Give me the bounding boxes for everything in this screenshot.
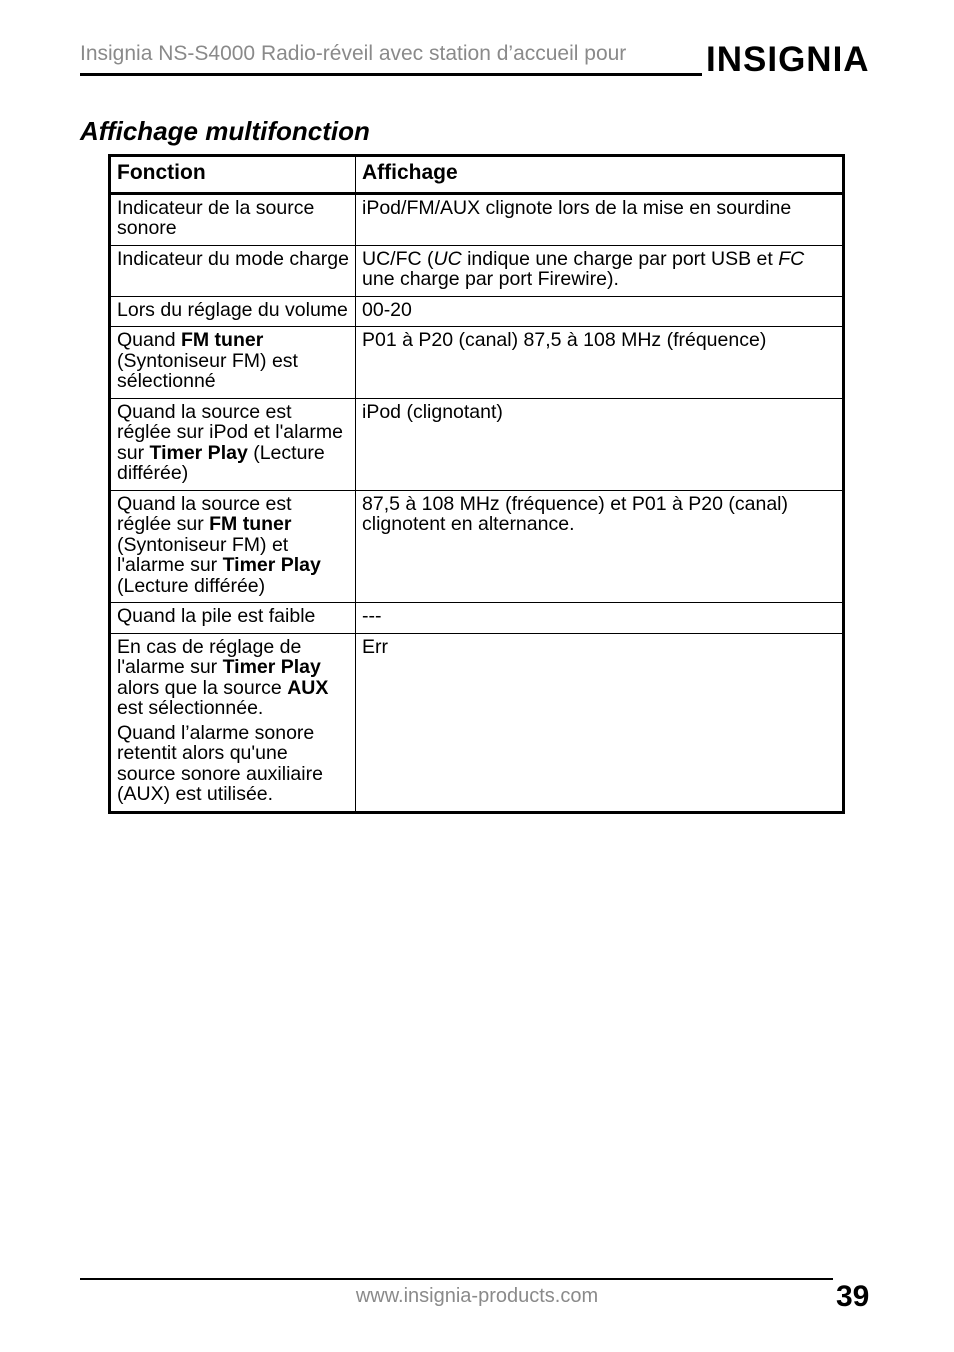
table-row xyxy=(110,398,844,490)
table-row xyxy=(110,245,844,296)
column-header-display: Affichage xyxy=(356,156,844,194)
table-row xyxy=(110,296,844,327)
bold-text: Timer Play xyxy=(149,441,248,464)
cell-paragraph xyxy=(117,330,350,392)
cell-paragraph xyxy=(117,494,350,597)
cell-function xyxy=(110,603,356,634)
text-run: Indicateur de la source sonore xyxy=(117,196,315,239)
text-run: (Syntoniseur FM) est sélectionné xyxy=(117,349,298,392)
cell-display xyxy=(356,245,844,296)
text-run: indique une charge par port USB et xyxy=(461,247,779,270)
cell-paragraph xyxy=(362,606,837,627)
bold-text: AUX xyxy=(287,676,329,699)
cell-function xyxy=(110,490,356,603)
cell-paragraph xyxy=(117,300,350,321)
cell-paragraph xyxy=(117,249,350,270)
text-run: Quand xyxy=(117,329,181,351)
cell-function xyxy=(110,398,356,490)
text-run: iPod (clignotant) xyxy=(362,400,503,423)
cell-function xyxy=(110,296,356,327)
cell-display xyxy=(356,327,844,399)
text-run: Err xyxy=(362,635,388,658)
cell-paragraph xyxy=(362,300,837,321)
text-run: iPod/FM/AUX clignote lors de la mise en sourdine xyxy=(362,196,792,219)
text-run: UC/FC ( xyxy=(362,247,434,270)
italic-text: FC xyxy=(778,247,805,270)
footer-rule xyxy=(80,1278,833,1280)
text-run: (Syntoniseur FM) et l'alarme sur xyxy=(117,533,289,576)
table-row xyxy=(110,633,844,812)
table-row xyxy=(110,193,844,245)
text-run: --- xyxy=(362,605,382,627)
cell-display xyxy=(356,296,844,327)
function-display-table xyxy=(108,154,845,814)
bold-text: FM tuner xyxy=(209,513,292,535)
bold-text: FM tuner xyxy=(180,329,264,351)
bold-text: Timer Play xyxy=(222,656,321,678)
text-run: Quand la source est réglée sur iPod et l'alarme sur xyxy=(117,400,343,464)
text-run: Quand la source est réglée sur xyxy=(117,492,292,535)
cell-paragraph xyxy=(117,637,350,719)
cell-paragraph xyxy=(362,198,837,219)
cell-function xyxy=(110,327,356,399)
cell-display xyxy=(356,193,844,245)
cell-display xyxy=(356,398,844,490)
text-run: une charge par port Firewire). xyxy=(362,268,619,290)
bold-text: Timer Play xyxy=(222,554,321,576)
header-title: Insignia NS-S4000 Radio-réveil avec station d’accueil pour xyxy=(80,42,627,65)
text-run: (Lecture différée) xyxy=(117,574,266,597)
text-run: est sélectionnée. xyxy=(117,697,264,719)
cell-paragraph xyxy=(117,723,350,805)
section-title: Affichage multifonction xyxy=(80,116,370,146)
cell-display xyxy=(356,603,844,634)
italic-text: UC xyxy=(433,247,462,270)
cell-paragraph xyxy=(117,198,350,239)
cell-display xyxy=(356,633,844,812)
text-run: En cas de réglage de l'alarme sur xyxy=(117,635,302,678)
cell-function xyxy=(110,245,356,296)
cell-paragraph xyxy=(117,402,350,484)
cell-function xyxy=(110,633,356,812)
table-row xyxy=(110,490,844,603)
cell-paragraph xyxy=(362,402,837,423)
text-run: 00-20 xyxy=(362,298,412,321)
text-run: P01 à P20 (canal) 87,5 à 108 MHz (fréquence) xyxy=(362,329,767,351)
cell-paragraph xyxy=(117,606,350,627)
cell-function xyxy=(110,193,356,245)
text-run: Indicateur du mode charge xyxy=(117,247,349,270)
logo-text: INSIGNIA xyxy=(706,40,870,79)
text-run: Quand l’alarme sonore retentit alors qu'une source sonore auxiliaire (AUX) est utilisée. xyxy=(117,721,323,805)
insignia-logo xyxy=(706,40,870,84)
page-number: 39 xyxy=(836,1280,870,1313)
text-run: 87,5 à 108 MHz (fréquence) et P01 à P20 (canal) clignotent en alternance. xyxy=(362,492,788,535)
cell-paragraph xyxy=(362,494,837,535)
table-body xyxy=(110,193,844,812)
text-run: (Lecture différée) xyxy=(117,441,325,484)
table-header-row xyxy=(110,156,844,194)
text-run: Quand la pile est faible xyxy=(117,605,316,627)
cell-paragraph xyxy=(362,249,837,290)
column-header-function: Fonction xyxy=(110,156,356,194)
footer-url: www.insignia-products.com xyxy=(355,1285,599,1307)
table-row xyxy=(110,603,844,634)
table-row xyxy=(110,327,844,399)
text-run: Lors du réglage du volume xyxy=(117,298,348,321)
cell-paragraph xyxy=(362,330,837,351)
header-rule xyxy=(80,73,702,76)
cell-paragraph xyxy=(362,637,837,658)
text-run: alors que la source xyxy=(117,676,288,699)
cell-display xyxy=(356,490,844,603)
